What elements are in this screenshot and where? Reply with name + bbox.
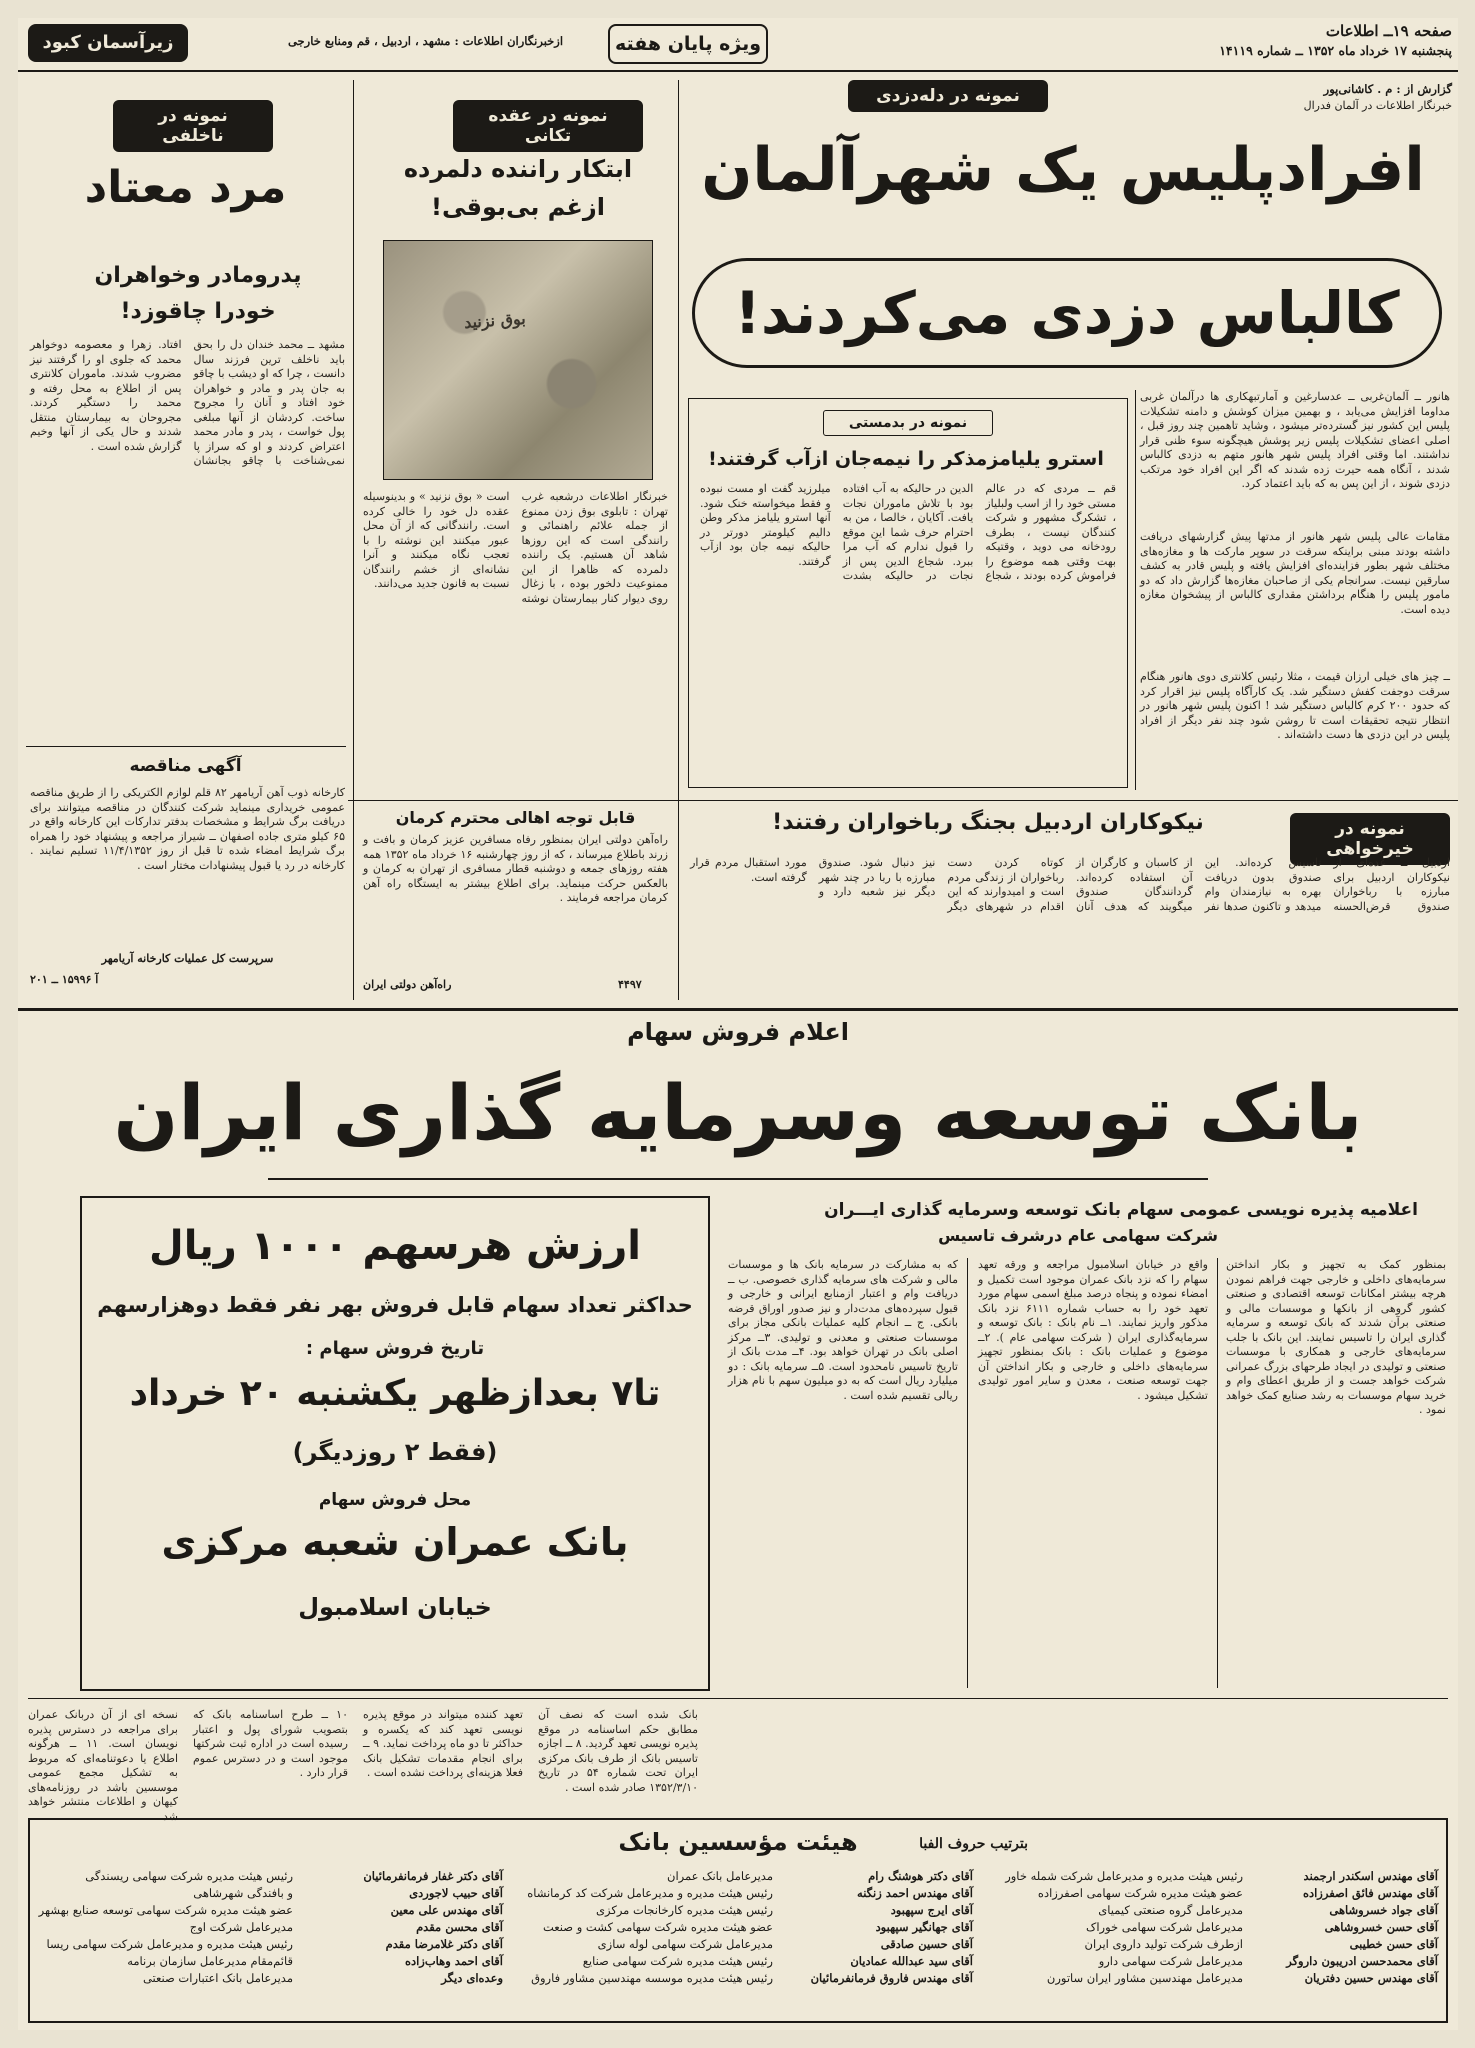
drunk-headline: استرو یلیامزمذکر را نیمه‌جان ازآب گرفتند! <box>708 448 1104 470</box>
drunk-body: قم ــ مردی که در عالم مستی خود را از اسب ولبلیاز ، تشکرگ مشهور و شرکت کنندگان نیست ، بطرف رودخانه می دوید ، وقتیکه بهت وقتی همه موضوع را فراموش کرده بودند ، شجاع الدین در حالیکه به آب افتاده بود با تلاش ماموران نجات یافت. آکایان ، خالصا ، من به احترام حرف شما این موقع را قبول ندارم که آب مرا ببرد. شجاع الدین پس از نجات در حالیکه بشدت میلرزید گفت او مست نبوده و فقط میخواسته خنک شود. آنها استرو یلیامز مذکر وطن دالیم کیلومتر دورتر در حالیکه نیمه جان بود ازآب گرفتند. <box>700 482 1116 582</box>
founder-name: آقای مهندس علی معین <box>390 1903 503 1917</box>
founders-col-3-roles <box>38 1868 293 1987</box>
tender-body: کارخانه ذوب آهن آریامهر ۸۲ قلم لوازم الکتریکی را از طریق مناقصه عمومی خریداری مینماید شرکت کنندگان در مناقصه میتوانند برای دریافت برگ شرایط و مشخصات بدفتر تدارکات این کارخانه واقع در ۶۵ کیلو متری جاده اصفهان ــ شیراز مراجعه و پیشنهاد خود را همراه برگ شرایط امضاء شده تا قبل از روز ۱۱/۴/۱۳۵۲ تسلیم نمایند . کارخانه در رد یا قبول پیشنهادات مختار است . <box>30 786 345 872</box>
byline-reporter: گزارش از : م . کاشانی‌پور <box>1323 82 1452 96</box>
founder-role: و بافندگی شهرشاهی <box>193 1886 293 1900</box>
prospectus-col-1: بمنظور کمک به تجهیز و بکار انداختن سرمایه‌های داخلی و خارجی جهت فراهم نمودن هرچه بیشتر امکانات توسعه اقتصادی و صنعتی کشور گروهی از بانکها و موسسات مالی و صنعتی برآن شدند که بانک توسعه و سرمایه گذاری ایران را تاسیس نمایند. این بانک با جلب سرمایه‌های خارجی و همکاری با موسسات صنعتی و تولیدی در ایجاد طرحهای بزرگ عمرانی شرکت خواهد جست و از طریق اعطای وام و خرید سهام موسسات به رشد صنایع کمک خواهد نمود . <box>1226 1258 1446 1416</box>
ad-title-rule <box>268 1178 1208 1180</box>
founder-name: آقای دکتر غفار فرمانفرمائیان <box>363 1869 503 1883</box>
founder-role: ازطرف شرکت تولید داروی ایران <box>1084 1937 1243 1951</box>
share-price: ارزش هرسهم ۱۰۰۰ ریال <box>149 1223 641 1269</box>
founder-name: آقای جهانگیر سپهبود <box>875 1920 973 1934</box>
founder-role: عضو هیئت مدیره شرکت سهامی اصفرزاده <box>1037 1886 1243 1900</box>
horn-wall-photo <box>383 240 653 480</box>
sale-street: خیابان اسلامبول <box>298 1593 492 1621</box>
tag-undutiful: نمونه در ناخلفی <box>113 100 273 152</box>
ad-title: بانک توسعه وسرمایه گذاری ایران <box>113 1068 1363 1157</box>
founder-role: عضو هیئت مدیره شرکت سهامی توسعه صنایع بهشهر <box>38 1903 293 1917</box>
founder-role: رئیس هیئت مدیره و مدیرعامل شرکت شمله خاور <box>1005 1869 1243 1883</box>
addict-headline-2: پدرومادر وخواهران خودرا چاقوزد! <box>94 263 302 324</box>
founders-col-2 <box>783 1868 973 1987</box>
germany-body-3: ــ چیز های خیلی ارزان قیمت ، مثلا رئیس کلانتری دوی هانور هنگام سرقت دوجفت کفش دستگیر شد. یک کارآگاه پلیس نیز اقرار کرد که حدود ۲۰۰ کرم کالباس دستگیر شد ! اکنون پلیس شهر هانور در انتظار نتیجه تحقیقات است تا روشن شود چند نفر دیگر از افراد پلیس در این دزدی ها دست داشته‌اند . <box>1140 670 1450 741</box>
founder-role: مدیرعامل شرکت سهامی خوراک <box>1086 1920 1243 1934</box>
founder-name: آقای دکتر غلامرضا مقدم <box>385 1937 503 1951</box>
founder-name: آقای مهندس حسین دفتریان <box>1304 1971 1438 1985</box>
column-rule <box>1135 390 1136 790</box>
sources-line: ازخبرنگاران اطلاعات : مشهد ، اردبیل ، قم ومنابع خارجی <box>287 34 564 48</box>
tender-headline: آگهی مناقصه <box>129 756 242 776</box>
sale-location: بانک عمران شعبه مرکزی <box>161 1520 629 1564</box>
founder-role: رئیس هیئت مدیره و مدیرعامل شرکت سهامی ریسا <box>46 1937 293 1951</box>
date-label: پنجشنبه ۱۷ خرداد ماه ۱۳۵۲ ــ شماره ۱۴۱۱۹ <box>1219 43 1452 58</box>
founder-role: رئیس هیئت مدیره و مدیرعامل شرکت کد کرمانشاه <box>527 1886 773 1900</box>
masthead-rule <box>18 70 1458 72</box>
founders-col-3 <box>303 1868 503 1987</box>
founder-role: رئیس هیئت مدیره موسسه مهندسین مشاور فاروق <box>531 1971 773 1985</box>
addict-body: مشهد ــ محمد خندان دل را بحق باید ناخلف ترین فرزند سال دانست ، چرا که او دیشب با چاقو به جان پدر و مادر و خواهران خود افتاد و آنان را مجروح ساخت. کردشان از آنها مبلغی پول خواست ، پدر و مادر محمد اعتراض کردند و او که سراز پا نمی‌شناخت با چاقو بجانشان افتاد. زهرا و معصومه دوخواهر محمد که جلوی او را گرفتند نیز مضروب شدند. ماموران کلانتری پس از اطلاع به محل رفته و محمد را دستگیر کردند. مجروحان به بیمارستان منتقل شدند و حال یکی از آنها وخیم گزارش شده است . <box>30 338 345 467</box>
germany-body-2: مقامات عالی پلیس شهر هانور از مدتها پیش گزارشهای دریافت داشته بودند مبنی براینکه سرقت در سوپر مارکت ها و مغازه‌های مختلف شهر بطور فزاینده‌ای افزایش یافته و پلیس قادر به کشف سارقین نیست. سرانجام یکی از صاحبان مغازه‌ها گزارش داد که دو مامور پلیس را هنگام برداشتن مقداری کالباس از پیشخوان مغازه دیده است. <box>1140 530 1450 616</box>
prospectus-row2-4: نسخه ای از آن دربانک عمران برای مراجعه در دسترس پذیره نویسان است. ۱۱ ــ هرگونه اطلاع یا دعوتنامه‌ای که مربوط به تشکیل مجمع عمومی موسسین باشد در روزنامه‌های کیهان و اطلاعات منتشر خواهد شد . <box>28 1708 178 1823</box>
founder-role: مدیرعامل شرکت اوج <box>189 1920 293 1934</box>
founder-name: آقای مهندس فاروق فرمانفرمائیان <box>810 1971 973 1985</box>
tag-pilfering: نمونه در دله‌دزدی <box>848 80 1048 112</box>
founders-title: هیئت مؤسسین بانک <box>618 1828 858 1856</box>
bridge-caption: خبرنگار اطلاعات درشعبه غرب تهران : تابلوی بوق زدن ممنوع از جمله علائم راهنمائی و رانندگی است که این روزها شاهد آن هستیم. یک راننده دلمرده که ظاهرا از این ممنوعیت دلخور بوده ، با زغال روی دیوار کنار بیمارستان نوشته است « بوق نزنید » و بدینوسیله عقده دل خود را خالی کرده است. رانندگانی که از آن محل عبور میکنند این نوشته را با تعجب نگاه میکنند و آنرا نشانه‌ای از خشم رانندگان نسبت به قانون جدید می‌دانند. <box>363 490 668 605</box>
founder-role: مدیرعامل شرکت سهامی دارو <box>1098 1954 1243 1968</box>
tag-venting: نمونه در عقده‌ تکانی <box>453 100 643 152</box>
founder-name: آقای مهندس فائق اصفرزاده <box>1302 1886 1438 1900</box>
column-badge: زیرآسمان کبود <box>28 24 188 62</box>
founder-role: رئیس هیئت مدیره شرکت سهامی صنایع <box>582 1954 773 1968</box>
founder-role: مدیرعامل گروه صنعتی کیمیای <box>1098 1903 1243 1917</box>
prospectus-row2-2: تعهد کننده میتواند در موقع پذیره نویسی تعهد کند که یکسره و حداکثر تا دو ماه پرداخت نماید. ۹ ــ برای انجام مقدمات تشکیل بانک فعلا هزینه‌ای پرداخت نشده است . <box>363 1708 523 1779</box>
founders-col-1-roles <box>993 1868 1243 1987</box>
germany-headline-2: کالباس دزدی می‌کردند! <box>692 258 1442 368</box>
founder-role: قائم‌مقام مدیرعامل سازمان برنامه <box>127 1954 293 1968</box>
founder-role: مدیرعامل بانک عمران <box>667 1869 773 1883</box>
founder-name: آقای دکتر هوشنگ رام <box>868 1869 973 1883</box>
founder-name: وعده‌ای دیگر <box>441 1971 503 1985</box>
founder-name: آقای حسین صادقی <box>880 1937 973 1951</box>
tender-signature: سرپرست کل عملیات کارخانه آریامهر <box>101 952 274 965</box>
founder-name: آقای حسن خسروشاهی <box>1324 1920 1438 1934</box>
tag-drunkenness: نمونه در بدمستی <box>823 410 993 436</box>
germany-headline-1: افرادپلیس یک شهرآلمان <box>701 135 1425 205</box>
prospectus-row2-3: ۱۰ ــ طرح اساسنامه بانک که بتصویب شورای پول و اعتبار رسیده است در اداره ثبت شرکتها موجود است و در دسترس عموم قرار دارد . <box>193 1708 348 1779</box>
weekend-badge: ویژه پایان هفته <box>608 24 768 64</box>
founder-role: رئیس هیئت مدیره شرکت سهامی ریسندگی <box>85 1869 293 1883</box>
founder-name: آقای سید عبدالله عمادیان <box>850 1954 973 1968</box>
founder-name: آقای محسن مقدم <box>416 1920 503 1934</box>
prospectus-col-3: که به مشارکت در سرمایه بانک ها و موسسات مالی و شرکت های سرمایه گذاری خصوصی. ب ــ دریافت وام و اعتبار ازمنابع ایرانی و خارجی و قبول سپرده‌های مدت‌دار و نیز صدور اوراق قرضه بانکی. ج ــ انجام کلیه عملیات بانکی مجاز برای موسسات صنعتی و معدنی و تولیدی. ۳ــ مرکز اصلی بانک در تهران خواهد بود. ۴ــ مدت بانک از تاریخ تاسیس نامحدود است. ۵ــ سرمایه بانک : دو میلیارد ریال است که به دو میلیون سهم با نام هزار ریالی تقسیم شده است . <box>728 1258 958 1402</box>
founder-name: آقای حسن خطیبی <box>1349 1937 1438 1951</box>
prospectus-row2-1: بانک شده است که نصف آن مطابق حکم اساسنامه در موقع پذیره نویسی تعهد گردید. ۸ ــ اجازه تاسیس بانک از طرف بانک مرکزی ایران تحت شماره ۵۴ در تاریخ ۱۳۵۲/۳/۱۰ صادر شده است . <box>538 1708 698 1794</box>
tender-code: آ ۱۵۹۹۶ ــ ۲۰۱ <box>30 973 99 986</box>
kerman-headline: قابل توجه اهالی محترم کرمان <box>395 808 636 827</box>
founder-role: رئیس هیئت مدیره کارخانجات مرکزی <box>596 1903 773 1917</box>
founders-col-2-roles <box>518 1868 773 1987</box>
founder-role: مدیرعامل شرکت سهامی لوله سازی <box>597 1937 773 1951</box>
prospectus-title: اعلامیه پذیره نویسی عمومی سهام بانک توسعه وسرمایه گذاری ایـــران <box>824 1200 1418 1220</box>
column-rule <box>967 1258 968 1688</box>
ardabil-headline: نیکوکاران اردبیل بجنگ رباخواران رفتند! <box>772 810 1204 835</box>
sale-date: تا۷ بعدازظهر یکشنبه ۲۰ خرداد <box>129 1373 661 1414</box>
founders-col-1 <box>1253 1868 1438 1987</box>
founder-role: مدیرعامل بانک اعتبارات صنعتی <box>142 1971 293 1985</box>
addict-headline-1: مرد معتاد <box>84 162 287 213</box>
ad-top-rule <box>18 1008 1458 1011</box>
share-max-note: حداکثر تعداد سهام قابل فروش بهر نفر فقط دوهزارسهم <box>97 1293 693 1317</box>
founder-name: آقای ایرج سپهبود <box>890 1903 973 1917</box>
sale-date-label: تاریخ فروش سهام : <box>305 1338 485 1359</box>
founder-role: مدیرعامل مهندسین مشاور ایران ساتورن <box>1046 1971 1243 1985</box>
byline-title: خبرنگار اطلاعات در آلمان فدرال <box>1303 99 1452 112</box>
founders-note: بترتیب حروف الفبا <box>919 1836 1028 1852</box>
kerman-code: ۴۴۹۷ <box>618 978 642 991</box>
kerman-body: راه‌آهن دولتی ایران بمنظور رفاه مسافرین عزیز کرمان و بافت و زرند باطلاع میرساند ، که از روز چهارشنبه ۱۶ خرداد ماه ۱۳۵۲ همه هفته روزهای جمعه و دوشنبه قطار مسافری از تهران به کرمان و بالعکس حرکت مینماید. برای اطلاع بیشتر به ایستگاه راه آهن کرمان مراجعه فرمایند . <box>363 833 668 904</box>
ad-kicker: اعلام فروش سهام <box>627 1018 849 1046</box>
founder-name: آقای مهندس احمد زنگنه <box>857 1886 973 1900</box>
founder-name: آقای حبیب لاجوردی <box>409 1886 503 1900</box>
founder-role: عضو هیئت مدیره شرکت سهامی کشت و صنعت <box>542 1920 773 1934</box>
prospectus-subtitle: شرکت سهامی عام درشرف تاسیس <box>938 1226 1218 1245</box>
newspaper-page <box>18 18 1458 2030</box>
founder-name: آقای احمد وهاب‌زاده <box>404 1954 503 1968</box>
column-rule <box>1217 1258 1218 1688</box>
section-rule <box>26 746 346 747</box>
location-label: محل فروش سهام <box>318 1490 472 1510</box>
founder-name: آقای محمدحسن ادریبون داروگر <box>1286 1954 1438 1968</box>
column-rule <box>678 80 679 1000</box>
kerman-signature: راه‌آهن دولتی ایران <box>363 978 452 991</box>
photo-scrawl: بوق نزنید <box>463 308 527 333</box>
sale-days: (فقط ۲ روزدیگر) <box>292 1438 498 1466</box>
founder-name: آقای مهندس اسکندر ارجمند <box>1303 1869 1438 1883</box>
bridge-headline: ابتکار راننده دلمرده ازغم بی‌بوقی! <box>403 155 633 221</box>
founder-name: آقای جواد خسروشاهی <box>1329 1903 1438 1917</box>
page-label: صفحه ۱۹ــ اطلاعات <box>1325 22 1452 40</box>
tag-charity: نمونه در خیرخواهی <box>1290 813 1450 865</box>
column-rule <box>353 80 354 1000</box>
prospectus-col-2: واقع در خیابان اسلامبول مراجعه و ورقه تعهد سهام را که نزد بانک عمران موجود است تکمیل و امضاء نموده و پنجاه درصد مبلغ اسمی سهام مورد تعهد خود را به حساب شماره ۶۱۱۱ نزد بانک مذکور واریز نمایند. ۱ــ نام بانک : بانک توسعه و سرمایه‌گذاری ایران ( شرکت سهامی عام ). ۲ــ موضوع و عملیات بانک : بانک بمنظور تجهیز سرمایه‌های داخلی و خارجی و بکار انداختن آن جهت توسعه صنعت ، معدن و سایر امور تولیدی تشکیل میشود . <box>978 1258 1208 1402</box>
ardabil-body: اردبیل ــ عده‌ای از نیکوکاران اردبیل برای مبارزه با رباخواران صندوق قرض‌الحسنه تاسیس کرده‌اند. این صندوق بدون دریافت بهره به نیازمندان وام میدهد و تاکنون صدها نفر از کاسبان و کارگران از آن استفاده کرده‌اند. گردانندگان صندوق میگویند که هدف آنان کوتاه کردن دست رباخواران از زندگی مردم است و امیدوارند که این اقدام در شهرهای دیگر نیز دنبال شود. صندوق مبارزه با ربا در چند شهر دیگر نیز شعبه دارد و مورد استقبال مردم قرار گرفته است. <box>690 856 1450 913</box>
germany-body-1: هانور ــ آلمان‌غربی ــ عدسارغین و آمارتبهکاری ها درآلمان غربی مداوما افزایش می‌یابد ، و بهمین میزان کوشش و دامنه تشکیلات پلیس این کشور نیز گسترده‌تر میشود ، وشاید تاهمین چند روز قبل ، اصلی اعضای تشکیلات پلیس زیر پوشش هیچگونه سوء ظنی قرار نداشتند. اما وقتی افراد پلیس شهر هانور متهم به دزدی کالباس شدند ، آنگاه همه حیرت زده شدند که اگر این افراد خود مرتکب دزدی شوند ، از این پس به که باید اعتماد کرد. <box>1140 390 1450 490</box>
section-rule <box>28 1698 1448 1699</box>
